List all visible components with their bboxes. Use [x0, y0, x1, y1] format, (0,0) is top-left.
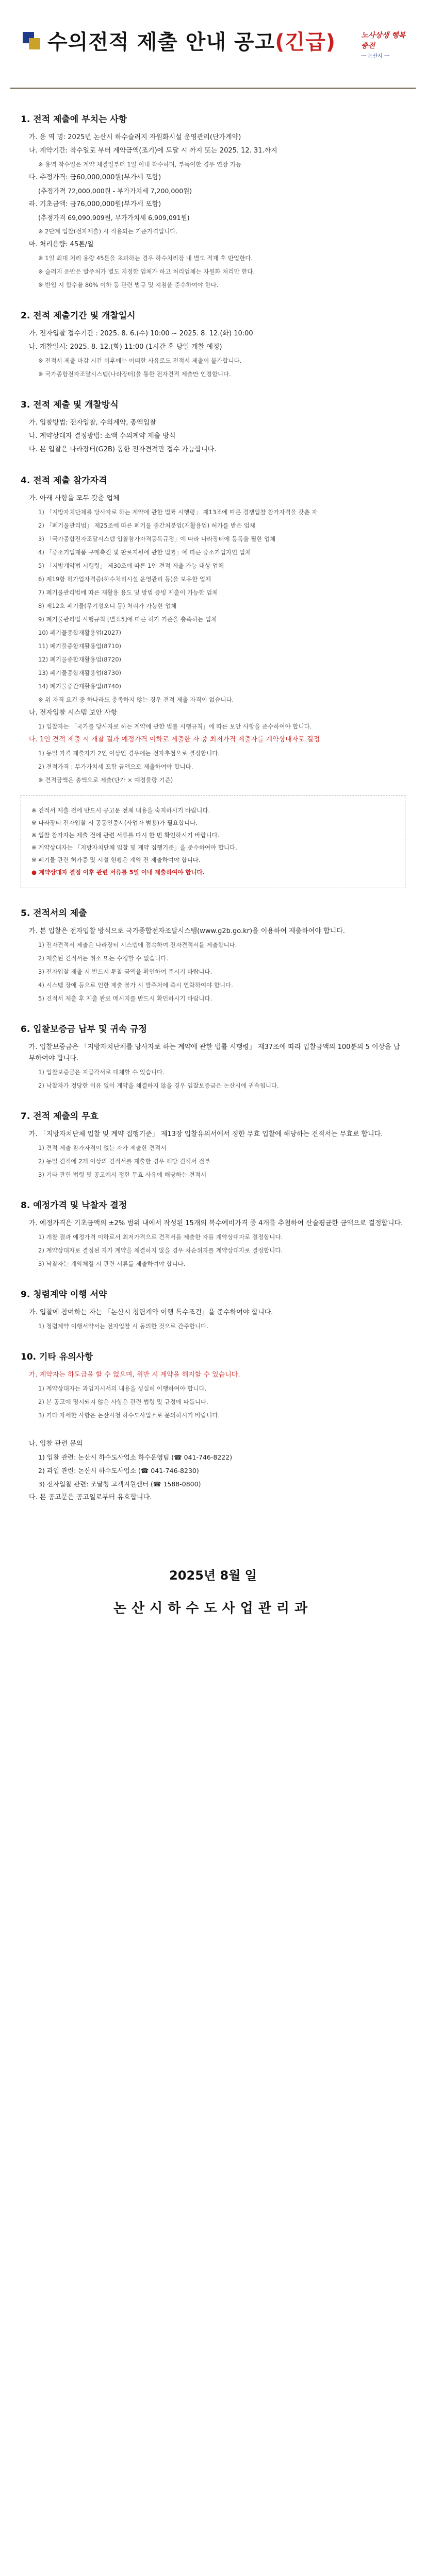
section-row: 가. 입찰보증금은 「지방자치단체를 당사자로 하는 계약에 관한 법률 시행령」 제37조에 따라 입찰금액의 100분의 5 이상을 납부하여야 합니다. [29, 1043, 400, 1062]
contact-row: 1) 입찰 관련: 논산시 하수도사업소 하수운영팀 (☎ 041-746-8222) [38, 1453, 233, 1461]
issuing-organization: 논산시하수도사업관리과 [113, 1601, 313, 1616]
section-row: 다. 1인 견적 제출 시 개찰 결과 예정가격 이하로 제출한 자 중 최저가격 제출자를 계약상대자로 결정 [29, 736, 320, 743]
section [21, 1198, 405, 1269]
section-row: 2) 낙찰자가 정당한 이유 없이 계약을 체결하지 않을 경우 입찰보증금은 논산시에 귀속됩니다. [38, 1082, 279, 1089]
section-row: 다. 추정가격: 금60,000,000원(부가세 포함) [29, 174, 161, 181]
section-row: 10) 폐기물종합재활용업(2027) [38, 629, 121, 636]
section-row: 3) 기타 관련 법령 및 공고에서 정한 무효 사유에 해당하는 견적서 [38, 1171, 207, 1178]
section-title: 5. 전적서의 제출 [21, 908, 87, 919]
title-square-icon [23, 32, 40, 49]
section-row: 1) 입찰보증금은 지급각서로 대체할 수 있습니다. [38, 1069, 165, 1076]
section-row: 3) 「국가종합전자조달시스템 입찰참가자격등록규정」에 따라 나라장터에 등록을 필한 업체 [38, 535, 276, 543]
section-row: 1) 입찰자는 「국가를 당사자로 하는 계약에 관한 법률 시행규칙」에 따른 보안 사항을 준수하여야 합니다. [38, 723, 312, 730]
section-row: 라. 기초금액: 금76,000,000원(부가세 포함) [29, 200, 161, 208]
section-row: 가. 입찰에 참여하는 자는 「논산시 청렴계약 이행 특수조건」을 준수하여야 합니다. [29, 1309, 273, 1316]
section-row: ※ 용역 착수일은 계약 체결일부터 1일 이내 착수하며, 부득이한 경우 연장 가능 [38, 161, 242, 168]
section-row: ※ 슬러지 운반은 발주처가 별도 지정한 업체가 하고 처리업체는 자원화 처리만 한다. [38, 268, 255, 275]
infobox-line: ※ 입찰 참가자는 제출 전에 관련 서류를 다시 한 번 확인하시기 바랍니다. [31, 832, 220, 839]
section-row: 4) 「중소기업제품 구매촉진 및 판로지원에 관한 법률」에 따른 중소기업자인 업체 [38, 549, 251, 556]
section-row: 가. 계약자는 하도급을 할 수 없으며, 위반 시 계약을 해지할 수 있습니다. [29, 1371, 240, 1379]
notice-header [10, 0, 416, 89]
section-title: 9. 청렴계약 이행 서약 [21, 1290, 107, 1300]
section-row: 1) 계약상대자는 과업지시서의 내용을 성실히 이행하여야 합니다. [38, 1385, 207, 1392]
title-box [23, 26, 336, 55]
contact-row: 3) 전자입찰 관련: 조달청 고객지원센터 (☎ 1588-0800) [38, 1480, 201, 1488]
section-row: 2) 제출된 견적서는 취소 또는 수정할 수 없습니다. [38, 955, 169, 962]
section-row: ※ 위 자격 요건 중 하나라도 충족하지 않는 경우 견적 제출 자격이 없습니다. [38, 696, 234, 703]
section-row: 가. 용 역 명: 2025년 논산시 하수슬러지 자원화시설 운영관리(단가계약) [29, 133, 241, 141]
section-row: 8) 제12호 폐기물(무기성오니 등) 처리가 가능한 업체 [38, 602, 177, 609]
section-row: 2) 동일 견적에 2개 이상의 견적서를 제출한 경우 해당 견적서 전부 [38, 1158, 210, 1165]
section-row: 1) 「지방자치단체를 당사자로 하는 계약에 관한 법률 시행령」 제13조에 따른 경쟁입찰 참가자격을 갖춘 자 [38, 509, 318, 516]
section-row: 5) 「지방계약법 시행령」 제30조에 따른 1인 견적 제출 가능 대상 업체 [38, 562, 224, 569]
section-row: ※ 1일 최대 처리 용량 45톤을 초과하는 경우 하수처리장 내 별도 적재 후 반입한다. [38, 255, 253, 262]
section-row: 나. 계약상대자 결정방법: 소액 수의계약 제출 방식 [29, 432, 176, 440]
notice-infobox [21, 795, 405, 888]
section-title: 10. 기타 유의사항 [21, 1352, 93, 1362]
infobox-line: ※ 폐기물 관련 허가증 및 시설 현황은 계약 전 제출하여야 합니다. [31, 856, 201, 863]
section [21, 1109, 405, 1180]
section-row: 나. 계약기간: 착수일로 부터 계약금액(조기)에 도달 시 까지 또는 2025. 12. 31.까지 [29, 147, 277, 155]
section-row: 3) 기타 자세한 사항은 논산시청 하수도사업소로 문의하시기 바랍니다. [38, 1412, 220, 1419]
section-row: 나. 개찰일시: 2025. 8. 12.(화) 11:00 (1시간 후 당일 개찰 예정) [29, 343, 222, 351]
city-logo [361, 30, 411, 59]
section-title: 6. 입찰보증금 납부 및 귀속 규정 [21, 1024, 147, 1035]
section-row: 14) 폐기물중간재활용업(8740) [38, 683, 121, 690]
section-row: 가. 「지방자치단체 입찰 및 계약 집행기준」 제13장 입찰유의서에서 정한 무효 입찰에 해당하는 견적서는 무효로 합니다. [29, 1130, 383, 1138]
page-title [47, 26, 336, 55]
section-row: 가. 본 입찰은 전자입찰 방식으로 국가종합전자조달시스템(www.g2b.go.kr)을 이용하여 제출하여야 합니다. [29, 927, 345, 935]
section-row: 1) 동일 가격 제출자가 2인 이상인 경우에는 전자추첨으로 결정합니다. [38, 750, 220, 757]
section-row: ※ 반입 시 함수율 80% 이하 등 관련 법규 및 지침을 준수하여야 한다. [38, 281, 219, 289]
title-main: 수의전적 제출 안내 공고 [47, 30, 275, 54]
section-row: 13) 폐기물종합재활용업(8730) [38, 669, 121, 676]
section [21, 906, 405, 1004]
notice-date: 2025년 8월 일 [169, 1568, 257, 1583]
section [21, 1287, 405, 1332]
section [21, 473, 405, 786]
section-row: 4) 시스템 장애 등으로 인한 제출 불가 시 발주처에 즉시 연락하여야 합니다. [38, 981, 233, 989]
section-row: 1) 청렴계약 이행서약서는 전자입찰 시 동의한 것으로 간주합니다. [38, 1323, 208, 1330]
section-row: 1) 견적 제출 참가자격이 없는 자가 제출한 견적서 [38, 1144, 167, 1151]
contact-row: 다. 본 공고문은 공고일로부터 유효합니다. [29, 1494, 152, 1501]
section-row: 7) 폐기물관리법에 따른 재활용 용도 및 방법 증빙 제출이 가능한 업체 [38, 589, 218, 596]
section-row: 2) 본 공고에 명시되지 않은 사항은 관련 법령 및 규정에 따릅니다. [38, 1398, 208, 1405]
section-row: ※ 2단계 입찰(전자제출) 시 적용되는 기준가격입니다. [38, 228, 178, 235]
section [21, 1022, 405, 1091]
section-row: 9) 폐기물관리법 시행규칙 [별표5]에 따른 허가 기준을 충족하는 업체 [38, 616, 217, 623]
section-row: (추정가격 69,090,909원, 부가가치세 6,909,091원) [38, 214, 190, 222]
section [21, 308, 405, 380]
section-title: 1. 전적 제출에 부치는 사항 [21, 114, 127, 125]
contact-section [21, 1438, 405, 1503]
section-row: 가. 입찰방법: 전자입찰, 수의계약, 총액입찰 [29, 419, 156, 427]
contact-row: 나. 입찰 관련 문의 [29, 1440, 83, 1448]
section [21, 397, 405, 455]
contact-row: 2) 과업 관련: 논산시 하수도사업소 (☎ 041-746-8230) [38, 1467, 199, 1475]
section-row: 12) 폐기물종합재활용업(8720) [38, 656, 121, 663]
section-title: 2. 전적 제출기간 및 개찰일시 [21, 311, 136, 321]
section [21, 112, 405, 291]
logo-sub: ㅡ 논산시 ㅡ [361, 54, 389, 59]
section-row: ※ 견적금액은 총액으로 제출(단가 × 예정물량 기준) [38, 776, 173, 784]
section-row: 나. 전자입찰 시스템 보안 사항 [29, 709, 118, 717]
section-title: 3. 전적 제출 및 개찰방식 [21, 400, 119, 410]
infobox-line: ※ 견적서 제출 전에 반드시 공고문 전체 내용을 숙지하시기 바랍니다. [31, 807, 210, 814]
sections-part-2 [21, 906, 405, 1421]
section-title: 4. 전적 제출 참가자격 [21, 476, 107, 486]
sections-part-1 [21, 112, 405, 786]
section-row: 5) 견적서 제출 후 제출 완료 메시지를 반드시 확인하시기 바랍니다. [38, 995, 212, 1002]
infobox-line: ● 계약상대자 결정 이후 관련 서류를 5일 이내 제출하여야 합니다. [31, 869, 205, 876]
section-row: 1) 개찰 결과 예정가격 이하로서 최저가격으로 견적서를 제출한 자를 계약상대자로 결정합니다. [38, 1233, 283, 1241]
section-row: 6) 제19항 허가업자격증(하수처리시설 운영관리 등)을 보유한 업체 [38, 575, 211, 583]
section-row: 가. 전자입찰 접수기간 : 2025. 8. 6.(수) 10:00 ~ 2025. 8. 12.(화) 10:00 [29, 330, 253, 337]
section-row: 3) 낙찰자는 계약체결 시 관련 서류를 제출하여야 합니다. [38, 1260, 186, 1267]
title-emphasis: (긴급) [275, 30, 336, 54]
section-title: 7. 전적 제출의 무효 [21, 1111, 99, 1122]
section-row: 2) 견적가격 : 부가가치세 포함 금액으로 제출하여야 합니다. [38, 763, 193, 770]
section-row: 다. 본 입찰은 나라장터(G2B) 통한 전자견적만 접수 가능합니다. [29, 446, 217, 453]
section-row: 가. 아래 사항을 모두 갖춘 업체 [29, 495, 120, 502]
section-title: 8. 예정가격 및 낙찰자 결정 [21, 1200, 127, 1211]
section-row: ※ 국가종합전자조달시스템(나라장터)을 통한 전자견적 제출만 인정합니다. [38, 370, 231, 378]
notice-content [0, 89, 426, 1617]
section [21, 1349, 405, 1421]
section-row: ※ 전적서 제출 마감 시간 이후에는 어떠한 사유로도 전적서 제출이 불가합니다. [38, 357, 242, 364]
logo-text: 노사상생 행복충전 [361, 31, 406, 50]
infobox-line: ※ 나라장터 전자입찰 시 공동인증서(사업자 범용)가 필요합니다. [31, 819, 198, 826]
section-row: 1) 전자견적서 제출은 나라장터 시스템에 접속하여 전자견적서를 제출합니다. [38, 941, 237, 948]
infobox-line: ※ 계약상대자는 「지방자치단체 입찰 및 계약 집행기준」을 준수하여야 합니다. [31, 844, 237, 851]
section-row: 3) 전자입찰 제출 시 반드시 투찰 금액을 확인하여 주시기 바랍니다. [38, 968, 212, 975]
section-row: 2) 「폐기물관리법」 제25조에 따른 폐기물 중간처분업(재활용업) 허가를 받은 업체 [38, 522, 255, 529]
section-row: 마. 처리용량: 45톤/일 [29, 241, 94, 248]
section-row: 가. 예정가격은 기초금액의 ±2% 범위 내에서 작성된 15개의 복수예비가격 중 4개를 추첨하여 산술평균한 금액으로 결정합니다. [29, 1219, 403, 1227]
section-row: (추정가격 72,000,000원 - 부가가치세 7,200,000원) [38, 187, 192, 195]
section-row: 2) 계약상대자로 결정된 자가 계약을 체결하지 않을 경우 차순위자를 계약상대자로 결정합니다. [38, 1247, 283, 1254]
section-row: 11) 폐기물종합재활용업(8710) [38, 642, 121, 650]
